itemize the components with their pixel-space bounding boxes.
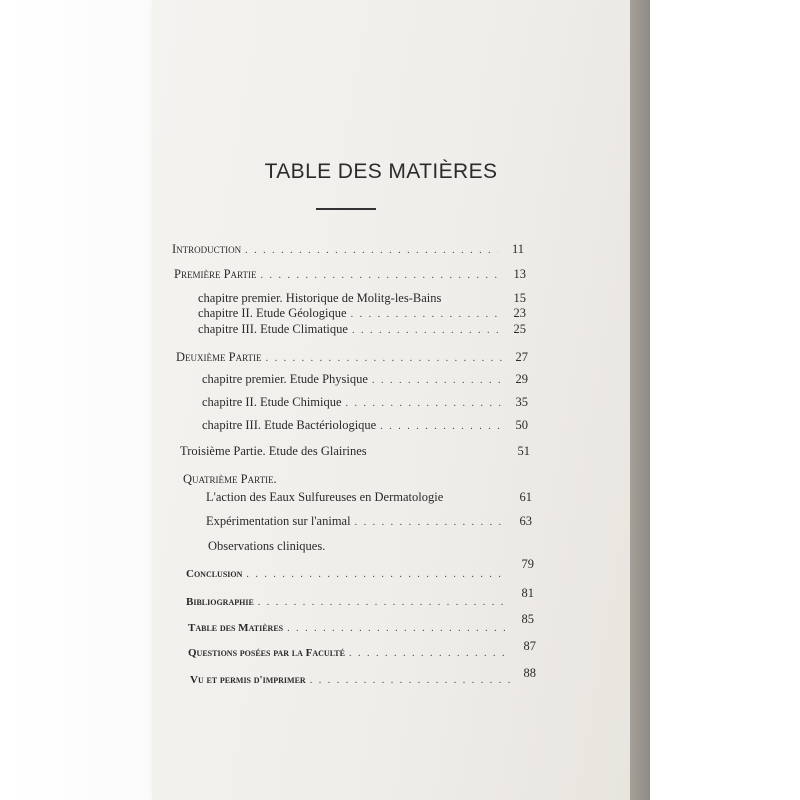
leader-dots xyxy=(351,309,500,320)
toc-page: 87 xyxy=(523,639,536,653)
toc-label: chapitre premier. Etude Physique xyxy=(202,372,368,386)
toc-label: chapitre III. Etude Climatique xyxy=(198,322,348,336)
toc-entry-bibliographie xyxy=(186,586,534,609)
toc-entry-quatrieme-partie: Quatrième Partie. xyxy=(183,472,277,486)
toc-entry-p4-experimentation xyxy=(206,514,532,529)
page-edge xyxy=(630,0,650,800)
leader-dots xyxy=(349,648,510,659)
toc-entry-p1-ch1 xyxy=(198,291,526,306)
toc-label: Deuxième Partie xyxy=(176,350,262,364)
toc-entry-p4-action xyxy=(206,490,532,505)
title-block xyxy=(162,160,600,184)
leader-dots xyxy=(266,353,502,364)
toc-entry-premiere-partie xyxy=(174,267,526,282)
leader-dots xyxy=(352,325,500,336)
leader-dots xyxy=(245,245,498,256)
toc-entry-conclusion xyxy=(186,557,534,581)
toc-entry-p1-ch3 xyxy=(198,322,526,337)
toc-page: 61 xyxy=(519,490,532,504)
toc-page: 11 xyxy=(511,242,524,256)
background-right xyxy=(650,0,800,800)
toc-page: 13 xyxy=(513,267,526,281)
toc-label: Première Partie xyxy=(174,267,257,281)
toc-label: Questions posées par la Faculté xyxy=(188,647,345,659)
toc-page: 88 xyxy=(523,666,536,680)
leader-dots xyxy=(346,398,502,409)
leader-dots xyxy=(258,597,508,608)
toc-label: Troisième Partie. Etude des Glairines xyxy=(180,444,367,458)
leader-dots xyxy=(310,675,510,686)
toc-label: chapitre II. Etude Chimique xyxy=(202,395,342,409)
toc-page: 15 xyxy=(513,291,526,305)
leader-dots xyxy=(246,569,508,580)
toc-entry-p2-ch2 xyxy=(202,395,528,410)
toc-page: 79 xyxy=(521,557,534,571)
toc-entry-p1-ch2 xyxy=(198,306,526,321)
page-title: TABLE DES MATIÈRES xyxy=(264,160,498,183)
leader-dots xyxy=(372,375,502,386)
toc-label: L'action des Eaux Sulfureuses en Dermatologie xyxy=(206,490,444,504)
toc-label: Vu et permis d'imprimer xyxy=(190,674,306,686)
toc-entry-vu-et-permis xyxy=(190,666,536,687)
leader-dots xyxy=(355,517,506,528)
toc-label: Table des Matières xyxy=(188,622,284,634)
toc-label: Introduction xyxy=(172,242,242,256)
toc-entry-p2-ch3 xyxy=(202,418,528,433)
title-rule xyxy=(316,208,376,210)
toc-entry-p4-observations: Observations cliniques. xyxy=(208,539,326,553)
toc-entry-troisieme-partie xyxy=(180,444,530,459)
background-left xyxy=(0,0,152,800)
toc-page: 23 xyxy=(513,306,526,320)
toc-label: chapitre III. Etude Bactériologique xyxy=(202,418,377,432)
toc-entry-table-des-matieres xyxy=(188,612,534,635)
toc-page: 29 xyxy=(515,372,528,386)
toc-page: 25 xyxy=(513,322,526,336)
toc-page: 81 xyxy=(521,586,534,600)
toc-label: Conclusion xyxy=(186,568,243,580)
toc-label: chapitre premier. Historique de Molitg-les-Bains xyxy=(198,291,442,305)
toc-page: 35 xyxy=(515,395,528,409)
toc-page: 63 xyxy=(519,514,532,528)
toc-entry-questions xyxy=(188,639,536,660)
toc-page: 50 xyxy=(515,418,528,432)
toc-entry-deuxieme-partie xyxy=(176,350,528,365)
toc-label: chapitre II. Etude Géologique xyxy=(198,306,347,320)
toc-page: 27 xyxy=(515,350,528,364)
toc-label: Bibliographie xyxy=(186,596,254,608)
toc-page: 51 xyxy=(517,444,530,458)
leader-dots xyxy=(380,421,502,432)
leader-dots xyxy=(287,623,508,634)
toc-page: 85 xyxy=(521,612,534,626)
toc-label: Expérimentation sur l'animal xyxy=(206,514,351,528)
toc-entry-introduction xyxy=(172,242,524,257)
toc-entry-p2-ch1 xyxy=(202,372,528,387)
leader-dots xyxy=(260,270,500,281)
